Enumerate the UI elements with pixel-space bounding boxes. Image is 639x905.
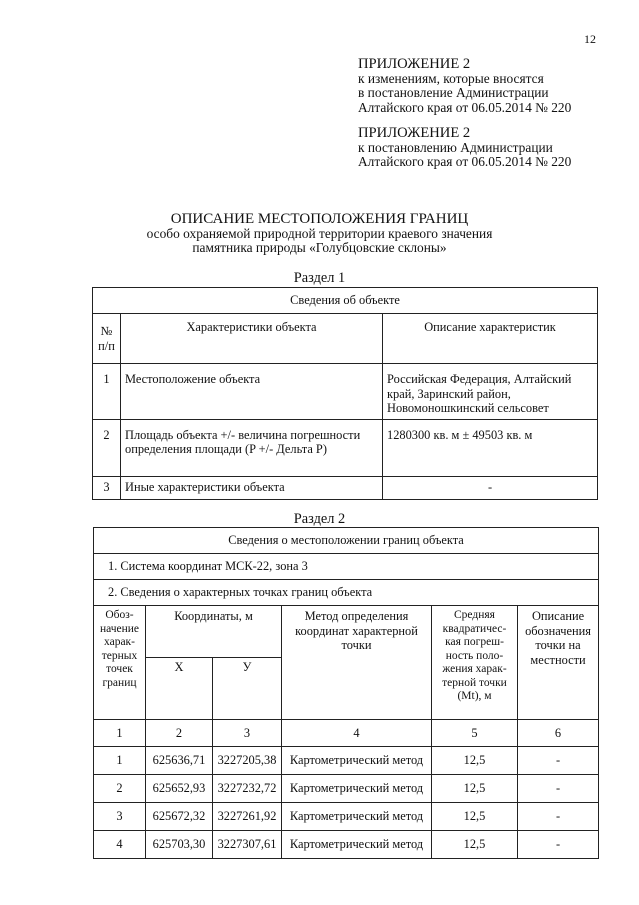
- row-description: 1280300 кв. м ± 49503 кв. м: [383, 419, 598, 476]
- object-info-table: [92, 287, 598, 500]
- point-y: 3227261,92: [213, 803, 282, 831]
- appendix-title: ПРИЛОЖЕНИЕ 2: [358, 56, 471, 72]
- point-marking: -: [518, 747, 599, 775]
- point-x: 625672,32: [146, 803, 213, 831]
- section-1-label: Раздел 1: [293, 270, 346, 286]
- column-number: 3: [213, 720, 282, 747]
- document-title: [0, 212, 639, 256]
- document-title-subtitle: памятника природы «Голубцовские склоны»: [192, 240, 447, 255]
- column-number: 1: [94, 720, 146, 747]
- column-header-designation: Обоз-начение харак-терных точек границ: [94, 606, 146, 720]
- row-num: 2: [93, 419, 121, 476]
- point-marking: -: [518, 831, 599, 859]
- point-id: 2: [94, 775, 146, 803]
- point-x: 625652,93: [146, 775, 213, 803]
- column-header-y: У: [213, 658, 282, 720]
- appendix-title: ПРИЛОЖЕНИЕ 2: [358, 125, 471, 141]
- table-row: [93, 364, 598, 420]
- column-header-num: № п/п: [93, 314, 121, 364]
- column-number: 6: [518, 720, 599, 747]
- column-header-method: Метод определения координат характерной точки: [282, 606, 432, 720]
- table-row: [93, 476, 598, 499]
- appendix-block-amendments: [358, 57, 571, 115]
- column-header-x: X: [146, 658, 213, 720]
- column-header-marking: Описание обозначения точки на местности: [518, 606, 599, 720]
- point-method: Картометрический метод: [282, 803, 432, 831]
- row-description: -: [383, 476, 598, 499]
- point-id: 4: [94, 831, 146, 859]
- point-mt: 12,5: [432, 747, 518, 775]
- point-marking: -: [518, 775, 599, 803]
- row-characteristic: Иные характеристики объекта: [121, 476, 383, 499]
- point-mt: 12,5: [432, 775, 518, 803]
- row-characteristic: Местоположение объекта: [121, 364, 383, 420]
- row-num: 1: [93, 364, 121, 420]
- column-number: 2: [146, 720, 213, 747]
- point-id: 3: [94, 803, 146, 831]
- column-number: 4: [282, 720, 432, 747]
- column-header-description: Описание характеристик: [383, 314, 598, 364]
- point-y: 3227205,38: [213, 747, 282, 775]
- row-num: 3: [93, 476, 121, 499]
- appendix-line: Алтайского края от 06.05.2014 № 220: [358, 99, 572, 115]
- appendix-line: Алтайского края от 06.05.2014 № 220: [358, 154, 572, 170]
- column-numbers-row: [94, 720, 599, 747]
- point-mt: 12,5: [432, 803, 518, 831]
- page-number: 12: [584, 32, 596, 46]
- column-header-coords: Координаты, м: [146, 606, 282, 658]
- document-title-subtitle: особо охраняемой природной территории краевого значения: [146, 225, 493, 241]
- point-y: 3227307,61: [213, 831, 282, 859]
- column-number: 5: [432, 720, 518, 747]
- table-row: [93, 419, 598, 476]
- appendix-line: к постановлению Администрации: [358, 139, 553, 155]
- point-id: 1: [94, 747, 146, 775]
- table-caption: Сведения о местоположении границ объекта: [94, 528, 599, 554]
- point-method: Картометрический метод: [282, 831, 432, 859]
- point-method: Картометрический метод: [282, 775, 432, 803]
- point-method: Картометрический метод: [282, 747, 432, 775]
- appendix-line: в постановление Администрации: [358, 85, 549, 101]
- table-row: [94, 747, 599, 775]
- appendix-block-resolution: [358, 126, 571, 170]
- table-row: [94, 775, 599, 803]
- point-y: 3227232,72: [213, 775, 282, 803]
- points-caption: 2. Сведения о характерных точках границ объекта: [94, 580, 599, 606]
- document-title-main: ОПИСАНИЕ МЕСТОПОЛОЖЕНИЯ ГРАНИЦ: [170, 211, 469, 227]
- point-marking: -: [518, 803, 599, 831]
- row-characteristic: Площадь объекта +/- величина погрешности определения площади (P +/- Дельта P): [121, 419, 383, 476]
- table-caption: Сведения об объекте: [93, 288, 598, 314]
- row-description: Российская Федерация, Алтайский край, Заринский район, Новомоношкинский сельсовет: [383, 364, 598, 420]
- column-header-characteristic: Характеристики объекта: [121, 314, 383, 364]
- table-row: [94, 803, 599, 831]
- appendix-line: к изменениям, которые вносятся: [358, 70, 544, 86]
- point-x: 625636,71: [146, 747, 213, 775]
- coordinate-system: 1. Система координат МСК-22, зона 3: [94, 554, 599, 580]
- table-row: [94, 831, 599, 859]
- point-mt: 12,5: [432, 831, 518, 859]
- column-header-rmse: Средняя квадратичес-кая погреш-ность поло-жения харак-терной точки (Mt), м: [432, 606, 518, 720]
- boundary-points-table: [93, 527, 599, 859]
- section-2-label: Раздел 2: [293, 511, 346, 527]
- point-x: 625703,30: [146, 831, 213, 859]
